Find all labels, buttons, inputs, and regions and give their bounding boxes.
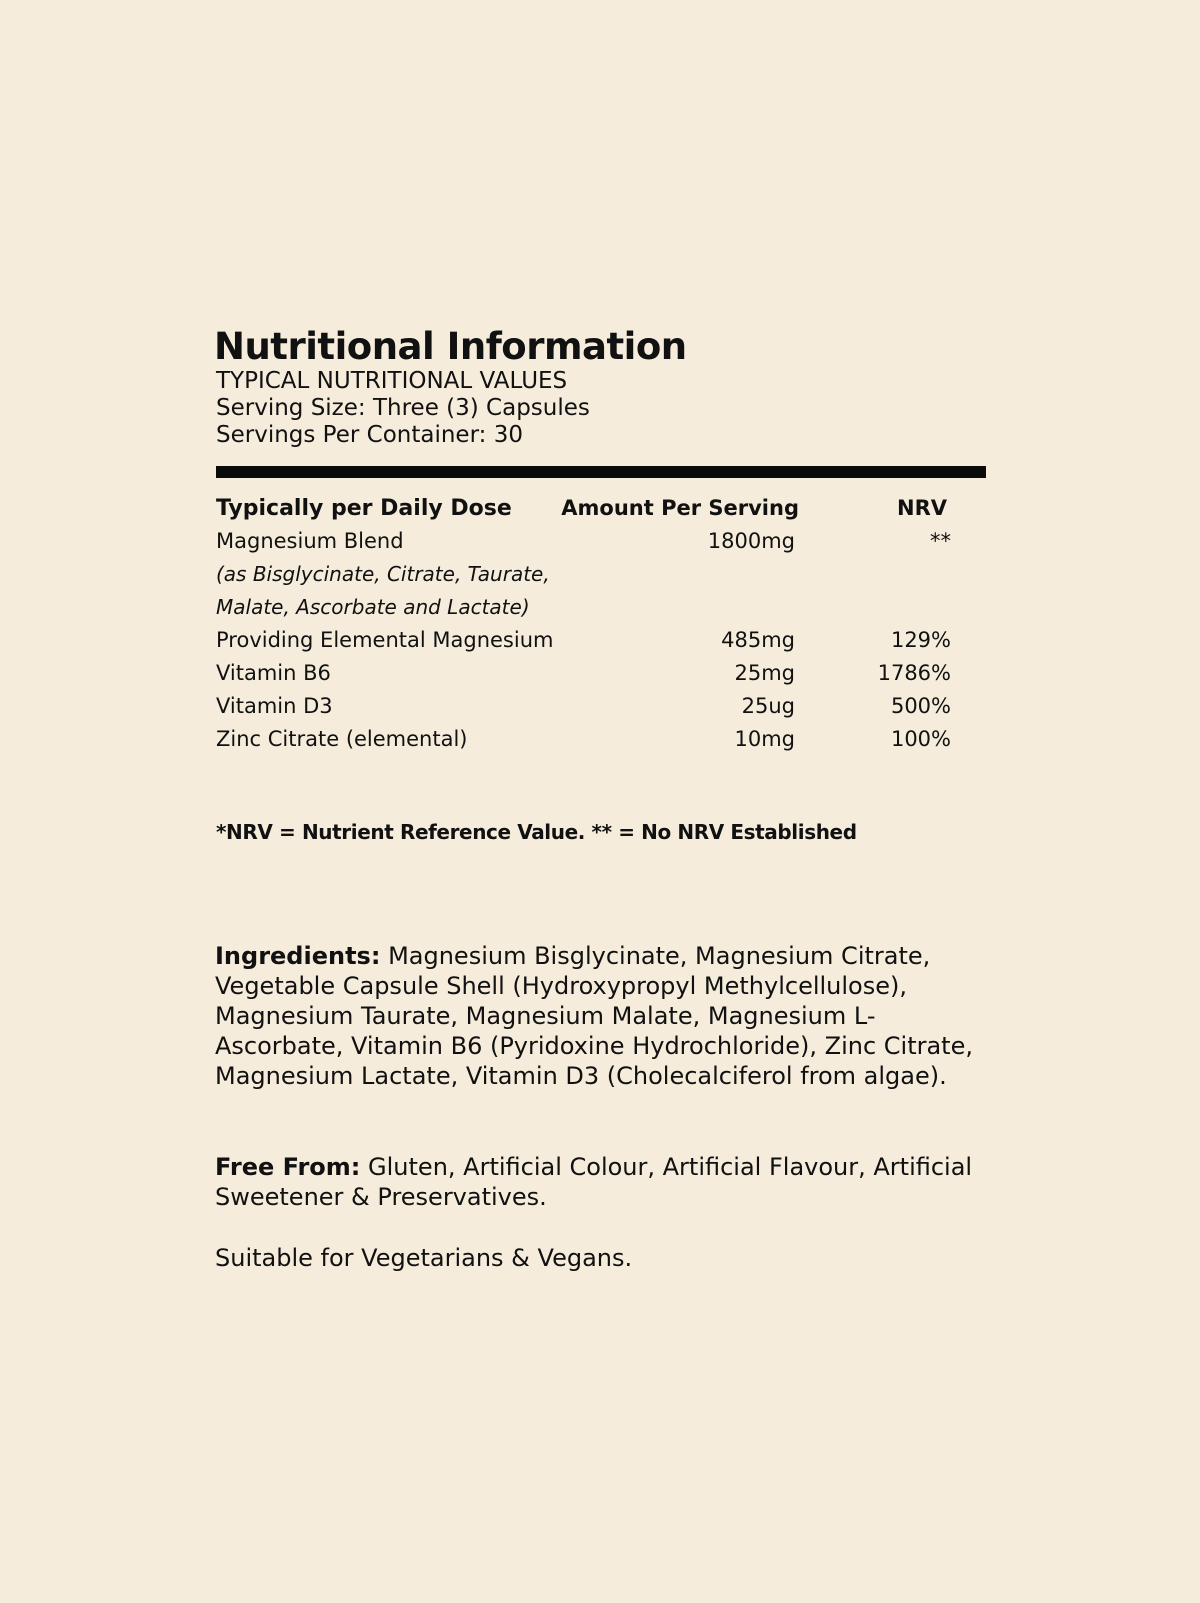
table-row	[216, 723, 951, 756]
serving-size: Serving Size: Three (3) Capsules	[216, 395, 590, 421]
nutrient-amount: 25ug	[741, 694, 795, 718]
ingredients-text: Magnesium Bisglycinate, Magnesium Citrate, Vegetable Capsule Shell (Hydroxypropyl Methylcellulose), Magnesium Taurate, Magnesium Malate, Magnesium L-Ascorbate, Vitamin B6 (Pyridoxine Hydrochloride), Zinc Citrate, Magnesium Lactate, Vitamin D3 (Cholecalciferol from algae).	[215, 942, 973, 1090]
free-from-paragraph	[215, 1152, 975, 1212]
nutrition-header	[214, 326, 986, 449]
nutrient-nrv: **	[930, 529, 951, 553]
nutrient-amount: 1800mg	[707, 529, 795, 553]
nutrient-amount: 485mg	[721, 628, 795, 652]
column-header-amount: Amount Per Serving	[561, 496, 799, 520]
table-row	[216, 657, 951, 690]
nutrient-nrv: 100%	[890, 727, 951, 751]
table-header-row	[216, 492, 951, 525]
nutrient-name: Providing Elemental Magnesium	[216, 628, 554, 652]
nutrient-nrv: 500%	[890, 694, 951, 718]
suitability-statement: Suitable for Vegetarians & Vegans.	[215, 1244, 633, 1272]
divider-rule	[216, 466, 986, 478]
ingredients-paragraph	[215, 941, 975, 1091]
column-header-nrv: NRV	[897, 496, 947, 520]
column-header-name: Typically per Daily Dose	[216, 496, 512, 521]
nutrient-name: Zinc Citrate (elemental)	[216, 727, 468, 751]
nutrient-amount: 10mg	[734, 727, 795, 751]
free-from-text: Gluten, Artificial Colour, Artificial Flavour, Artificial Sweetener & Preservatives.	[215, 1153, 973, 1211]
blend-note-line-2: Malate, Ascorbate and Lactate)	[216, 595, 530, 619]
nutrition-table	[216, 492, 951, 756]
ingredients-label: Ingredients:	[215, 942, 381, 970]
nutrient-nrv: 1786%	[877, 661, 951, 685]
nutrient-name: Magnesium Blend	[216, 529, 404, 553]
table-row	[216, 525, 951, 558]
table-row	[216, 690, 951, 723]
page-title: Nutritional Information	[214, 325, 687, 368]
blend-note-line-1: (as Bisglycinate, Citrate, Taurate,	[216, 562, 550, 586]
table-row	[216, 624, 951, 657]
free-from-label: Free From:	[215, 1153, 361, 1181]
nutrient-amount: 25mg	[734, 661, 795, 685]
nutrient-name: Vitamin D3	[216, 694, 333, 718]
nrv-footnote: *NRV = Nutrient Reference Value. ** = No NRV Established	[216, 820, 857, 844]
subtitle: TYPICAL NUTRITIONAL VALUES	[216, 368, 568, 394]
nutrient-nrv: 129%	[890, 628, 951, 652]
nutrient-name: Vitamin B6	[216, 661, 331, 685]
servings-per-container: Servings Per Container: 30	[216, 422, 523, 448]
